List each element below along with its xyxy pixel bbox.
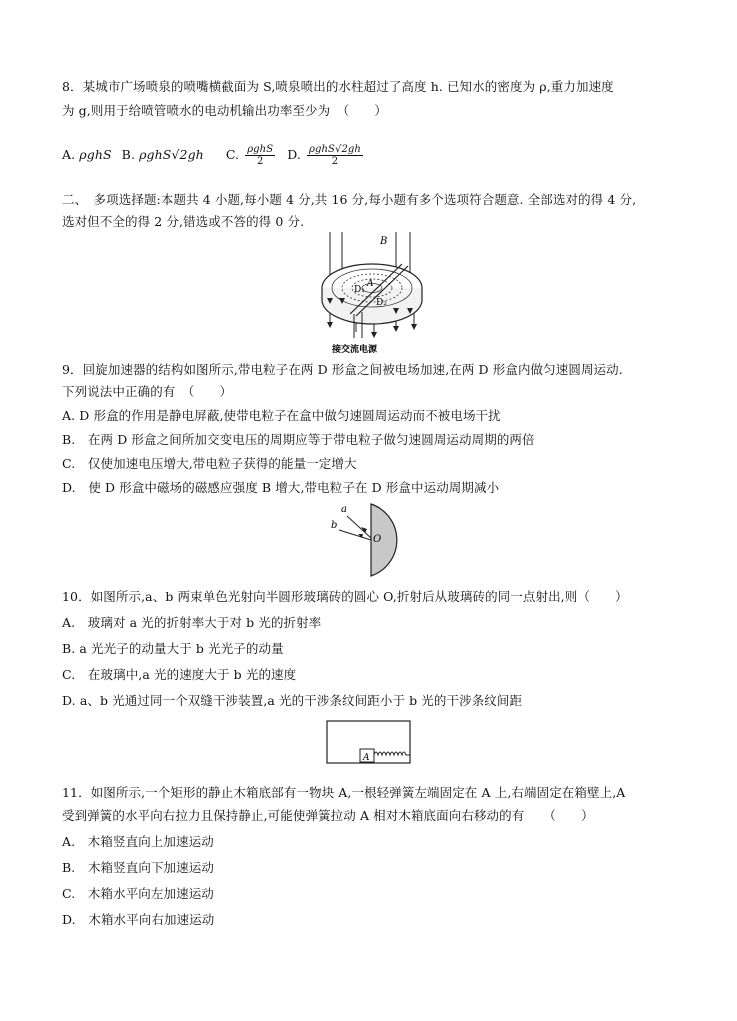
cyclotron-label-a: A bbox=[367, 279, 374, 289]
q8-option-d-numerator: ρghS√2gh bbox=[309, 144, 361, 155]
block-label-a: A bbox=[363, 753, 370, 763]
q8-option-d-denominator: 2 bbox=[331, 156, 339, 167]
q8-stem-line2: 为 g,则用于给喷管喷水的电动机输出功率至少为 （ ） bbox=[62, 103, 387, 118]
q8-option-d-fraction bbox=[307, 144, 363, 167]
section2-instructions-line2: 选对但不全的得 2 分,错选或不答的得 0 分. bbox=[62, 214, 305, 229]
glass-label-b: b bbox=[331, 520, 338, 531]
q8-option-c-fraction bbox=[245, 144, 275, 167]
q8-option-b-value: ρghS√2gh bbox=[139, 147, 204, 162]
q8-option-c-denominator: 2 bbox=[256, 156, 264, 167]
q9-option-c: C. 仅使加速电压增大,带电粒子获得的能量一定增大 bbox=[62, 456, 357, 471]
q11-stem-line2: 受到弹簧的水平向右拉力且保持静止,可能使弹簧拉动 A 相对木箱底面向右移动的有 （ ） bbox=[62, 808, 594, 823]
glass-label-a: a bbox=[341, 504, 347, 515]
q8-options bbox=[62, 144, 375, 167]
semicircle-glass-figure bbox=[325, 500, 415, 580]
q9-stem-line1: 9．回旋加速器的结构如图所示,带电粒子在两 D 形盒之间被电场加速,在两 D 形盒内做匀速圆周运动. bbox=[62, 362, 623, 377]
q10-option-c: C. 在玻璃中,a 光的速度大于 b 光的速度 bbox=[62, 667, 297, 682]
q11-option-d: D. 木箱水平向右加速运动 bbox=[62, 912, 215, 927]
q8-option-b-label: B. bbox=[121, 147, 136, 162]
q9-option-d: D. 使 D 形盒中磁场的磁感应强度 B 增大,带电粒子在 D 形盒中运动周期减小 bbox=[62, 480, 500, 495]
cyclotron-caption: 接交流电源 bbox=[332, 345, 378, 355]
q8-option-d bbox=[287, 144, 365, 167]
q8-option-a-value: ρghS bbox=[79, 147, 112, 162]
q10-option-b: B. a 光光子的动量大于 b 光光子的动量 bbox=[62, 641, 284, 656]
q11-stem-line1: 11．如图所示,一个矩形的静止木箱底部有一物块 A,一根轻弹簧左端固定在 A 上,右端固定在箱壁上,A bbox=[62, 785, 626, 800]
q10-option-a: A. 玻璃对 a 光的折射率大于对 b 光的折射率 bbox=[62, 615, 322, 630]
q9-option-b: B. 在两 D 形盒之间所加交变电压的周期应等于带电粒子做匀速圆周运动周期的两倍 bbox=[62, 432, 535, 447]
q8-stem-line1: 8．某城市广场喷泉的喷嘴横截面为 S,喷泉喷出的水柱超过了高度 h. 已知水的密度为 ρ,重力加速度 bbox=[62, 79, 614, 94]
cyclotron-label-b: B bbox=[380, 236, 388, 247]
q8-option-d-label: D. bbox=[287, 147, 301, 162]
q11-option-b: B. 木箱竖直向下加速运动 bbox=[62, 860, 214, 875]
cyclotron-label-d1: D₁ bbox=[354, 285, 365, 295]
section2-instructions-line1: 二、 多项选择题:本题共 4 小题,每小题 4 分,共 16 分,每小题有多个选项符合题意. 全部选对的得 4 分, bbox=[62, 192, 637, 207]
q8-option-a bbox=[62, 147, 112, 163]
q10-option-d: D. a、b 光通过同一个双缝干涉装置,a 光的干涉条纹间距小于 b 光的干涉条纹间距 bbox=[62, 693, 523, 708]
q11-option-c: C. 木箱水平向左加速运动 bbox=[62, 886, 214, 901]
q8-option-a-label: A. bbox=[62, 147, 76, 162]
q11-option-a: A. 木箱竖直向上加速运动 bbox=[62, 834, 214, 849]
glass-label-o: O bbox=[373, 534, 382, 545]
q8-option-c-numerator: ρghS bbox=[247, 144, 274, 155]
q8-option-c-label: C. bbox=[225, 147, 240, 162]
q9-stem-line2: 下列说法中正确的有 （ ） bbox=[62, 384, 233, 399]
q9-option-a: A. D 形盒的作用是静电屏蔽,使带电粒子在盒中做匀速圆周运动而不被电场干扰 bbox=[62, 408, 501, 423]
cyclotron-figure bbox=[310, 228, 440, 356]
q8-option-c bbox=[226, 144, 277, 167]
cyclotron-label-d2: D₂ bbox=[376, 298, 387, 308]
q10-stem: 10．如图所示,a、b 两束单色光射向半圆形玻璃砖的圆心 O,折射后从玻璃砖的同一点射出,则（ ） bbox=[62, 589, 628, 604]
box-spring-figure bbox=[326, 719, 412, 765]
q8-option-b bbox=[122, 147, 204, 163]
